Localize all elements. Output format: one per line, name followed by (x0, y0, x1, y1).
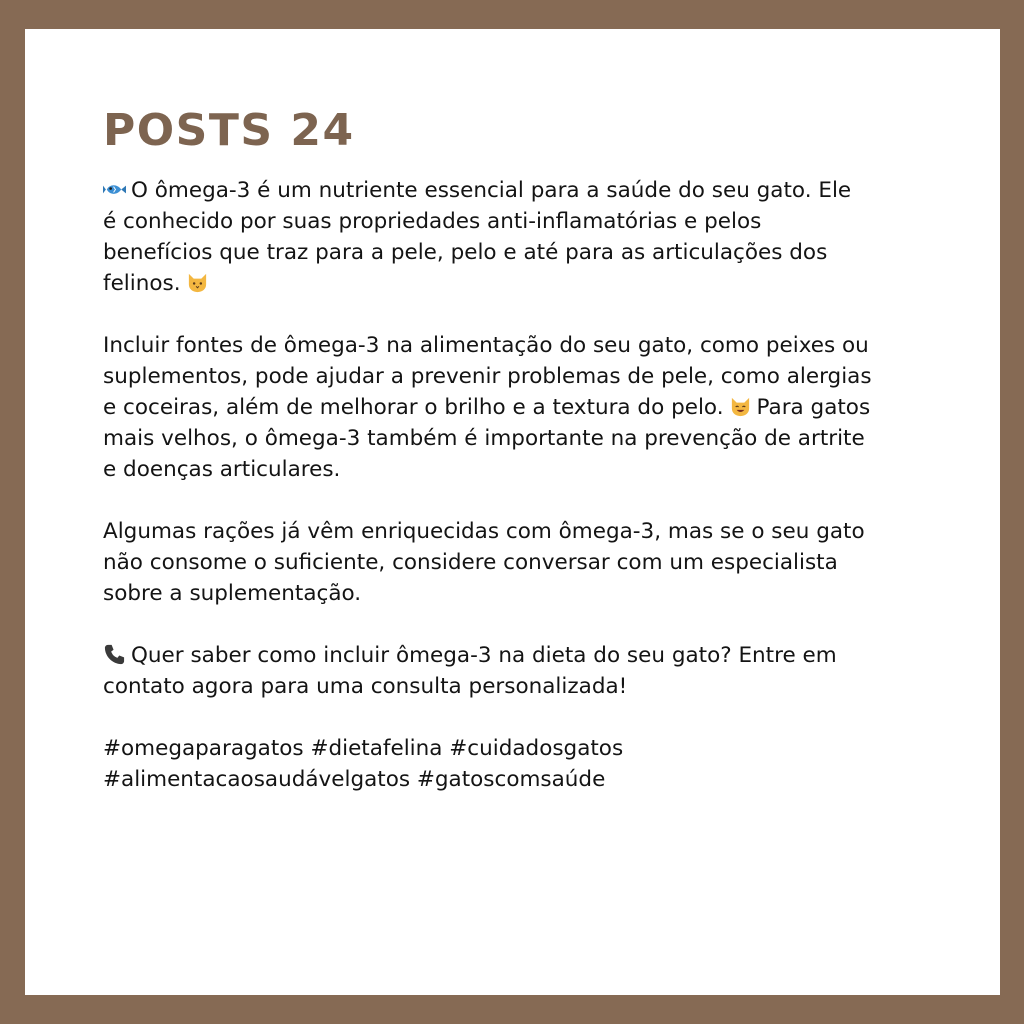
hashtag-line: #omegaparagatos #dietafelina #cuidadosgatos (103, 736, 624, 761)
paragraph-contact (103, 640, 943, 702)
text-line: e doenças articulares. (103, 457, 341, 482)
post-title: POSTS 24 (103, 105, 355, 156)
text-segment: O ômega-3 é um nutriente essencial para a saúde do seu gato. Ele (131, 178, 852, 203)
post-card (25, 29, 1000, 995)
text-line: não consome o suficiente, considere conversar com um especialista (103, 550, 838, 575)
fish-icon (103, 178, 126, 201)
paragraph-feed (103, 516, 943, 609)
text-segment: Quer saber como incluir ômega-3 na dieta do seu gato? Entre em (131, 643, 837, 668)
post-body (103, 175, 943, 826)
text-segment: Para gatos (756, 395, 871, 420)
hashtag-line: #alimentacaosaudávelgatos #gatoscomsaúde (103, 767, 606, 792)
text-line: é conhecido por suas propriedades anti-inflamatórias e pelos (103, 209, 762, 234)
text-line: sobre a suplementação. (103, 581, 362, 606)
text-line: suplementos, pode ajudar a prevenir problemas de pele, como alergias (103, 364, 872, 389)
text-line: mais velhos, o ômega-3 também é importante na prevenção de artrite (103, 426, 865, 451)
text-line (103, 640, 943, 671)
smiling-cat-icon (729, 395, 752, 418)
paragraph-intro (103, 175, 943, 299)
text-line: Incluir fontes de ômega-3 na alimentação do seu gato, como peixes ou (103, 333, 869, 358)
text-line: Algumas rações já vêm enriquecidas com ômega-3, mas se o seu gato (103, 519, 865, 544)
cat-face-icon (186, 271, 209, 294)
hashtags (103, 733, 943, 795)
telephone-icon (103, 643, 126, 666)
text-line (103, 175, 943, 206)
text-segment: e coceiras, além de melhorar o brilho e a textura do pelo. (103, 395, 724, 420)
text-line (103, 392, 943, 423)
text-line (103, 268, 943, 299)
text-line: contato agora para uma consulta personalizada! (103, 674, 628, 699)
paragraph-sources (103, 330, 943, 485)
text-line: benefícios que traz para a pele, pelo e até para as articulações dos (103, 240, 828, 265)
text-segment: felinos. (103, 271, 181, 296)
